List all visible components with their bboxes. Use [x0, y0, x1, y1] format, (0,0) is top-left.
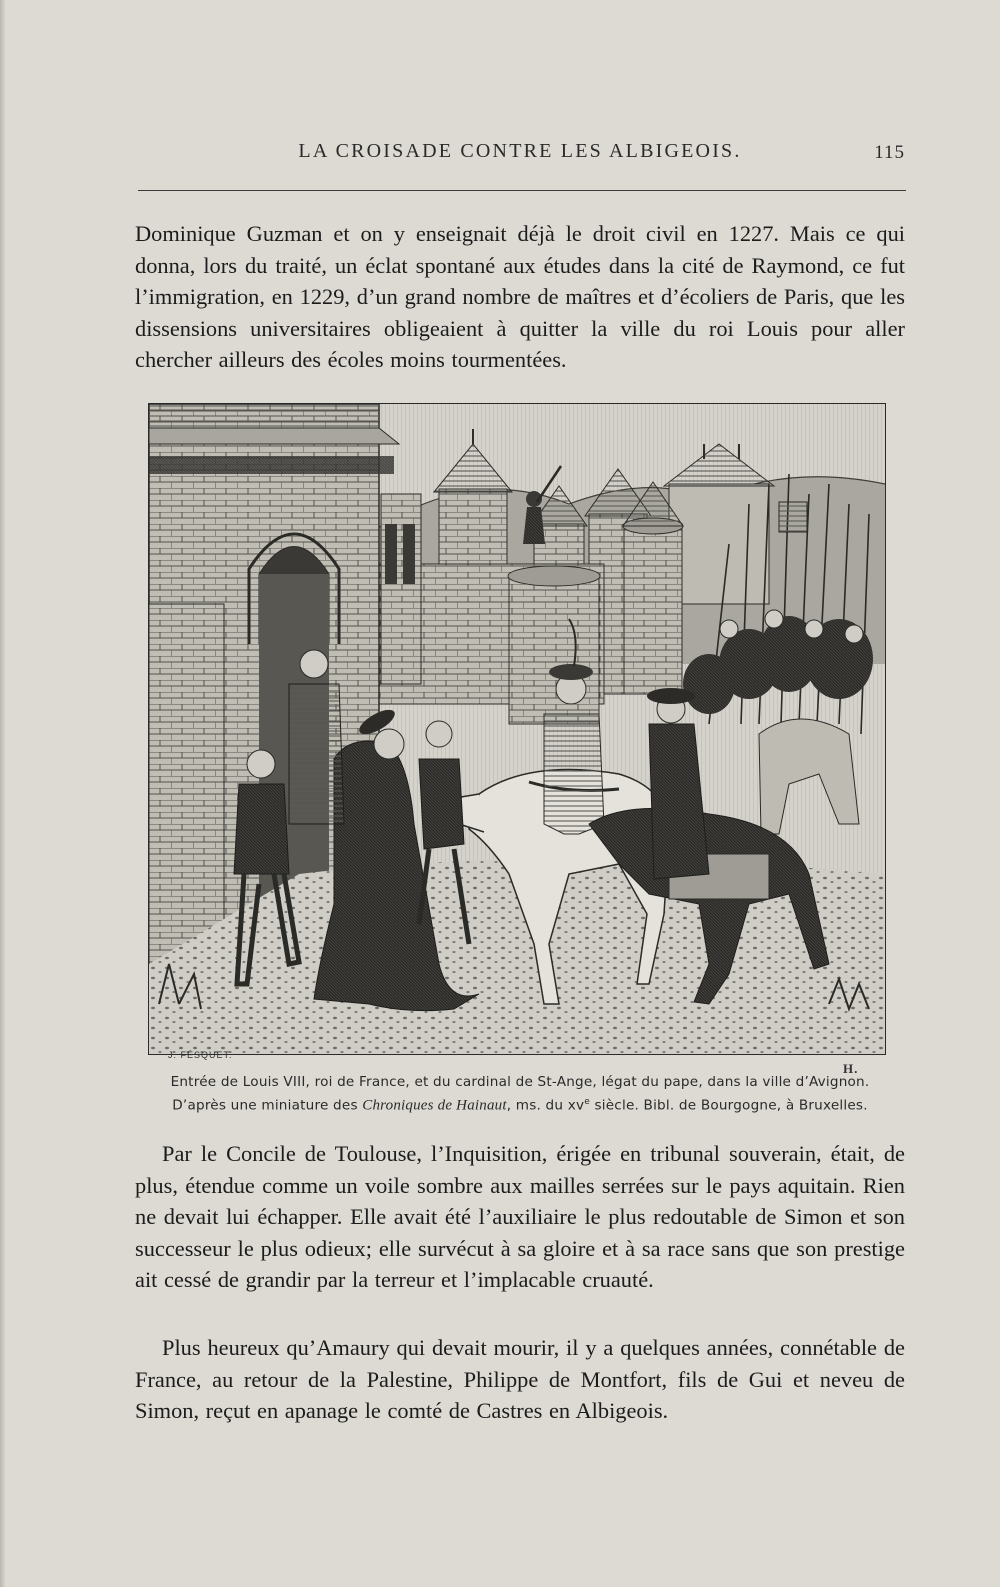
caption-prefix: D’après une miniature des [172, 1097, 363, 1114]
caption-line-2 [130, 1092, 910, 1116]
caption-source-title: Chroniques de Hainaut [362, 1097, 507, 1114]
header-rule [138, 190, 906, 191]
running-title: LA CROISADE CONTRE LES ALBIGEOIS. [298, 140, 742, 162]
engraver-signature: J. FÉSQUET. [168, 1050, 233, 1060]
caption-line-1: Entrée de Louis VIII, roi de France, et du cardinal de St-Ange, légat du pape, dans la ville d’Avignon. [170, 1074, 870, 1090]
caption-sup: e [584, 1097, 590, 1107]
engraving-drawing [149, 404, 885, 1054]
running-head [135, 140, 905, 170]
page-edge [0, 0, 6, 1587]
page-number: 115 [874, 142, 905, 163]
figure-caption [130, 1072, 910, 1116]
paragraph-3: Plus heureux qu’Amaury qui devait mourir, il y a quelques années, connétable de France, au retour de la Palestine, Philippe de Montfort, fils de Gui et neveu de Simon, reçut en apanage le comté de Castres en Albigeois. [135, 1335, 905, 1424]
paragraph-1: Dominique Guzman et on y enseignait déjà le droit civil en 1227. Mais ce qui donna, lors du traité, un éclat spontané aux études dans la cité de Raymond, ce fut l’immigration, en 1229, d’un grand nombre de maîtres et d’écoliers de Paris, que les dissensions universitaires obligeaient à quitter la ville du roi Louis pour aller chercher ailleurs des écoles moins tourmentées. [135, 221, 905, 373]
engraving-illustration [148, 403, 886, 1055]
paragraph-2: Par le Concile de Toulouse, l’Inquisition, érigée en tribunal souverain, était, de plus, étendue comme un voile sombre aux mailles serrées sur le pays aquitain. Rien ne devait lui échapper. Elle avait été l’auxiliaire le plus redoutable de Simon et son successeur le plus odieux; elle survécut à sa gloire et à sa race sans que son prestige ait cessé de grandir par la terreur et l’implacable cruauté. [135, 1141, 905, 1293]
caption-middle: , ms. du xv [506, 1097, 585, 1114]
caption-suffix: siècle. Bibl. de Bourgogne, à Bruxelles. [589, 1097, 868, 1114]
monogram: H. [843, 1061, 859, 1076]
